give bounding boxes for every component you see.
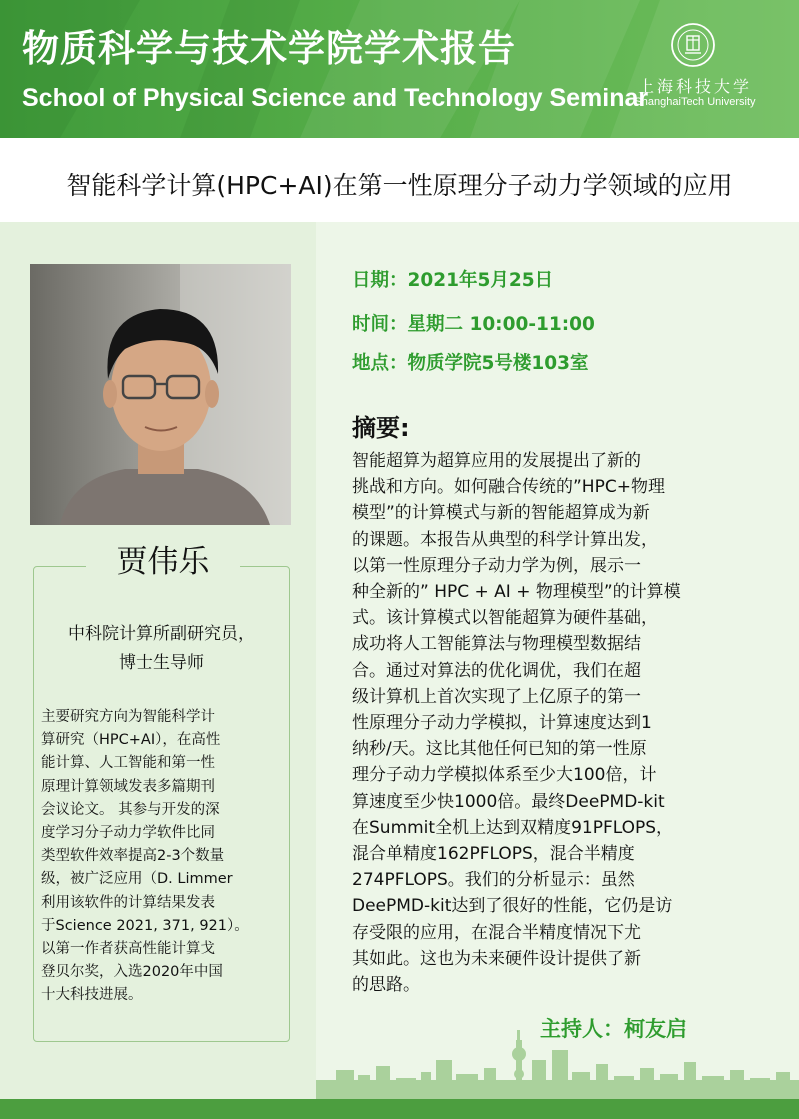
seminar-time: 时间：星期二 10:00-11:00 <box>352 314 595 335</box>
university-name-cn: 上海科技大学 <box>637 77 752 96</box>
header-banner <box>0 0 799 138</box>
speaker-position: 中科院计算所副研究员， 博士生导师 <box>68 624 255 673</box>
abstract-body: 智能超算为超算应用的发展提出了新的 挑战和方向。如何融合传统的”HPC+物理 模型”的计算模式与新的智能超算成为新 的课题。本报告从典型的科学计算出发， 以第一性原理分子动力学为例，展示一 种全新的” HPC + AI + 物理模型”的计算模 式。该计算模式以智能超算为硬件基础， 成功将人工智能算法与物理模型数据结 合。通过对算法的优化调优，我们在超 级计算机上首次实现了上亿原子的第一 性原理分子动力学模拟，计算速度达到1 纳秒/天。这比其他任何已知的第一性原 理分子动力学模拟体系至少大100倍，计 算速度至少快1000倍。最终DeePMD-kit 在Summit全机上达到双精度91PFLOPS， 混合单精度162PFLOPS，混合半精度 274PFLOPS。我们的分析显示：虽然 DeePMD-kit达到了很好的性能，它仍是访 存受限的应用，在混合半精度情况下尤 其如此。这也为未来硬件设计提供了新 的思路。 <box>352 451 681 996</box>
abstract-heading: 摘要: <box>352 414 410 442</box>
host-name: 主持人：柯友启 <box>540 1017 687 1041</box>
speaker-photo <box>30 264 291 525</box>
seminar-date: 日期：2021年5月25日 <box>352 270 554 291</box>
speaker-name: 贾伟乐 <box>86 539 240 585</box>
footer-strip <box>0 1099 799 1119</box>
speaker-bio: 主要研究方向为智能科学计 算研究（HPC+AI），在高性 能计算、人工智能和第一性 原理计算领域发表多篇期刊 会议论文。 其参与开发的深 度学习分子动力学软件比同 类型软件效率提高2-3个数量 级，被广泛应用（D. Limmer 利用该软件的计算结果发表 于Science 2021, 371, 921）。 以第一作者获高性能计算戈 登贝尔奖，入选2020年中国 十大科技进展。 <box>41 709 249 1004</box>
university-seal-icon <box>670 22 716 68</box>
talk-topic: 智能科学计算(HPC+AI)在第一性原理分子动力学领域的应用 <box>66 171 733 200</box>
seminar-location: 地点：物质学院5号楼103室 <box>352 353 589 374</box>
seminar-title-en: School of Physical Science and Technology Seminar <box>22 84 649 112</box>
topic-band <box>0 138 799 222</box>
seminar-title-cn: 物质科学与技术学院学术报告 <box>22 27 516 70</box>
university-name-en: ShanghaiTech University <box>634 96 756 108</box>
